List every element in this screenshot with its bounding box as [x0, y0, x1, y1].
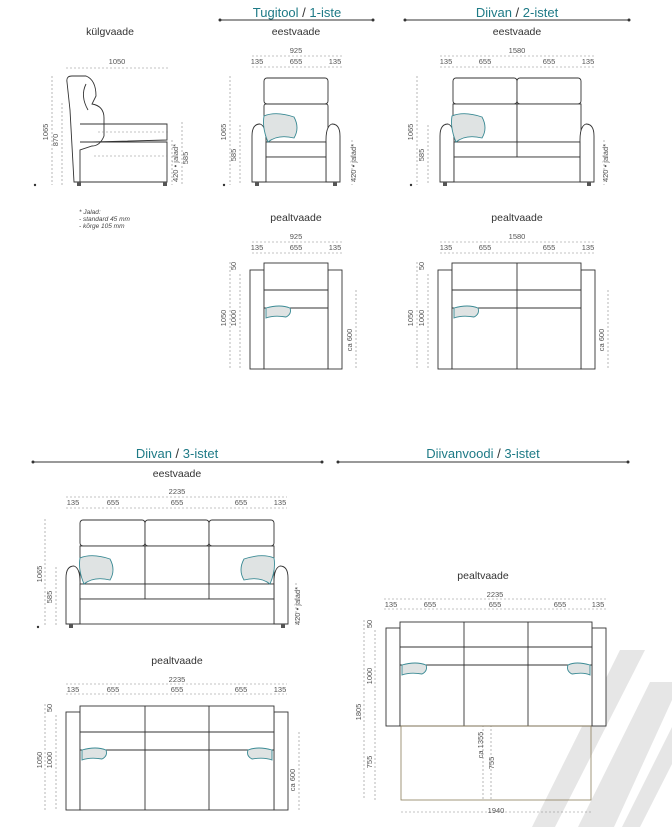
- svg-text:1050: 1050: [35, 751, 44, 769]
- svg-text:870: 870: [51, 133, 60, 147]
- svg-text:655: 655: [478, 57, 492, 66]
- svg-text:655: 655: [234, 685, 248, 694]
- svg-text:135: 135: [273, 498, 287, 507]
- svg-text:655: 655: [289, 243, 303, 252]
- side-view-label: külgvaade: [86, 26, 134, 38]
- svg-text:135: 135: [66, 685, 80, 694]
- svg-text:Diivan / 3-istet: Diivan / 3-istet: [135, 446, 219, 461]
- svg-text:655: 655: [423, 600, 437, 609]
- svg-text:585: 585: [229, 148, 238, 162]
- svg-text:135: 135: [384, 600, 398, 609]
- diivan2-top-label: pealtvaade: [491, 212, 543, 224]
- svg-text:420 • jalad*: 420 • jalad*: [601, 143, 610, 183]
- diivan2-top-view: [406, 212, 608, 370]
- svg-text:420 • jalad*: 420 • jalad*: [171, 143, 180, 183]
- section-tugitool-header: [219, 5, 375, 22]
- svg-text:2235: 2235: [168, 675, 186, 684]
- svg-text:655: 655: [234, 498, 248, 507]
- svg-text:655: 655: [106, 685, 120, 694]
- svg-text:655: 655: [488, 600, 502, 609]
- svg-text:655: 655: [170, 498, 184, 507]
- svg-text:135: 135: [250, 57, 264, 66]
- svg-text:420 • jalad*: 420 • jalad*: [293, 586, 302, 626]
- svg-text:1050: 1050: [108, 57, 126, 66]
- svg-text:ca 1355: ca 1355: [476, 731, 485, 759]
- svg-text:135: 135: [66, 498, 80, 507]
- svg-text:135: 135: [328, 243, 342, 252]
- svg-text:420 • jalad*: 420 • jalad*: [349, 143, 358, 183]
- svg-text:655: 655: [478, 243, 492, 252]
- svg-text:ca 600: ca 600: [288, 768, 297, 792]
- svg-text:1050: 1050: [406, 309, 415, 327]
- diivan3-top-view: [35, 655, 299, 810]
- svg-text:585: 585: [181, 151, 190, 165]
- svg-text:ca 600: ca 600: [345, 328, 354, 352]
- svg-text:655: 655: [542, 57, 556, 66]
- svg-text:1065: 1065: [35, 565, 44, 583]
- svg-text:50: 50: [229, 261, 238, 271]
- svg-text:1940: 1940: [487, 806, 505, 815]
- svg-text:- kõrge 105 mm: - kõrge 105 mm: [79, 223, 125, 230]
- svg-text:755: 755: [365, 755, 374, 769]
- svg-text:755: 755: [487, 756, 496, 770]
- diivan3-front-label: eestvaade: [152, 468, 202, 480]
- svg-text:135: 135: [328, 57, 342, 66]
- diivan2-front-view: [406, 26, 610, 186]
- svg-text:655: 655: [106, 498, 120, 507]
- svg-text:1065: 1065: [219, 123, 228, 141]
- svg-text:1000: 1000: [229, 309, 238, 327]
- svg-text:135: 135: [250, 243, 264, 252]
- svg-text:1065: 1065: [41, 123, 50, 141]
- svg-text:655: 655: [170, 685, 184, 694]
- svg-text:655: 655: [553, 600, 567, 609]
- svg-text:135: 135: [581, 243, 595, 252]
- voodi-top-label: pealtvaade: [457, 570, 509, 582]
- svg-text:Diivanvoodi / 3-istet: Diivanvoodi / 3-istet: [426, 446, 540, 461]
- svg-text:655: 655: [542, 243, 556, 252]
- tugitool-front-view: [219, 26, 358, 186]
- svg-text:50: 50: [45, 703, 54, 713]
- svg-text:585: 585: [45, 590, 54, 604]
- svg-text:135: 135: [273, 685, 287, 694]
- svg-text:1580: 1580: [508, 46, 526, 55]
- svg-text:655: 655: [289, 57, 303, 66]
- svg-text:1000: 1000: [365, 667, 374, 685]
- tugitool-front-label: eestvaade: [271, 26, 321, 38]
- svg-text:135: 135: [591, 600, 605, 609]
- diivan3-front-view: [35, 468, 302, 628]
- diivan2-front-label: eestvaade: [492, 26, 542, 38]
- diivan3-top-label: pealtvaade: [151, 655, 203, 667]
- svg-text:ca 600: ca 600: [597, 328, 606, 352]
- tugitool-top-view: [219, 212, 356, 370]
- svg-text:2235: 2235: [486, 590, 504, 599]
- svg-text:Diivan / 2-istet: Diivan / 2-istet: [475, 5, 559, 20]
- svg-text:1000: 1000: [45, 751, 54, 769]
- svg-text:50: 50: [365, 619, 374, 629]
- svg-text:1050: 1050: [219, 309, 228, 327]
- section-diivan3-header: [32, 446, 324, 464]
- svg-text:925: 925: [289, 46, 303, 55]
- svg-text:2235: 2235: [168, 487, 186, 496]
- svg-text:1580: 1580: [508, 232, 526, 241]
- svg-text:925: 925: [289, 232, 303, 241]
- svg-text:* Jalad:: * Jalad:: [79, 209, 101, 216]
- section-diivan2-header: [404, 5, 631, 22]
- svg-text:Tugitool / 1-iste: Tugitool / 1-iste: [252, 5, 342, 20]
- svg-text:135: 135: [439, 243, 453, 252]
- svg-text:585: 585: [417, 148, 426, 162]
- tugitool-top-label: pealtvaade: [270, 212, 322, 224]
- svg-text:1000: 1000: [417, 309, 426, 327]
- svg-text:1805: 1805: [354, 703, 363, 721]
- svg-text:- standard 45 mm: - standard 45 mm: [79, 216, 130, 223]
- svg-text:50: 50: [417, 261, 426, 271]
- svg-text:135: 135: [581, 57, 595, 66]
- svg-text:1065: 1065: [406, 123, 415, 141]
- section-voodi-header: [337, 446, 630, 464]
- svg-text:135: 135: [439, 57, 453, 66]
- side-view: [34, 26, 190, 230]
